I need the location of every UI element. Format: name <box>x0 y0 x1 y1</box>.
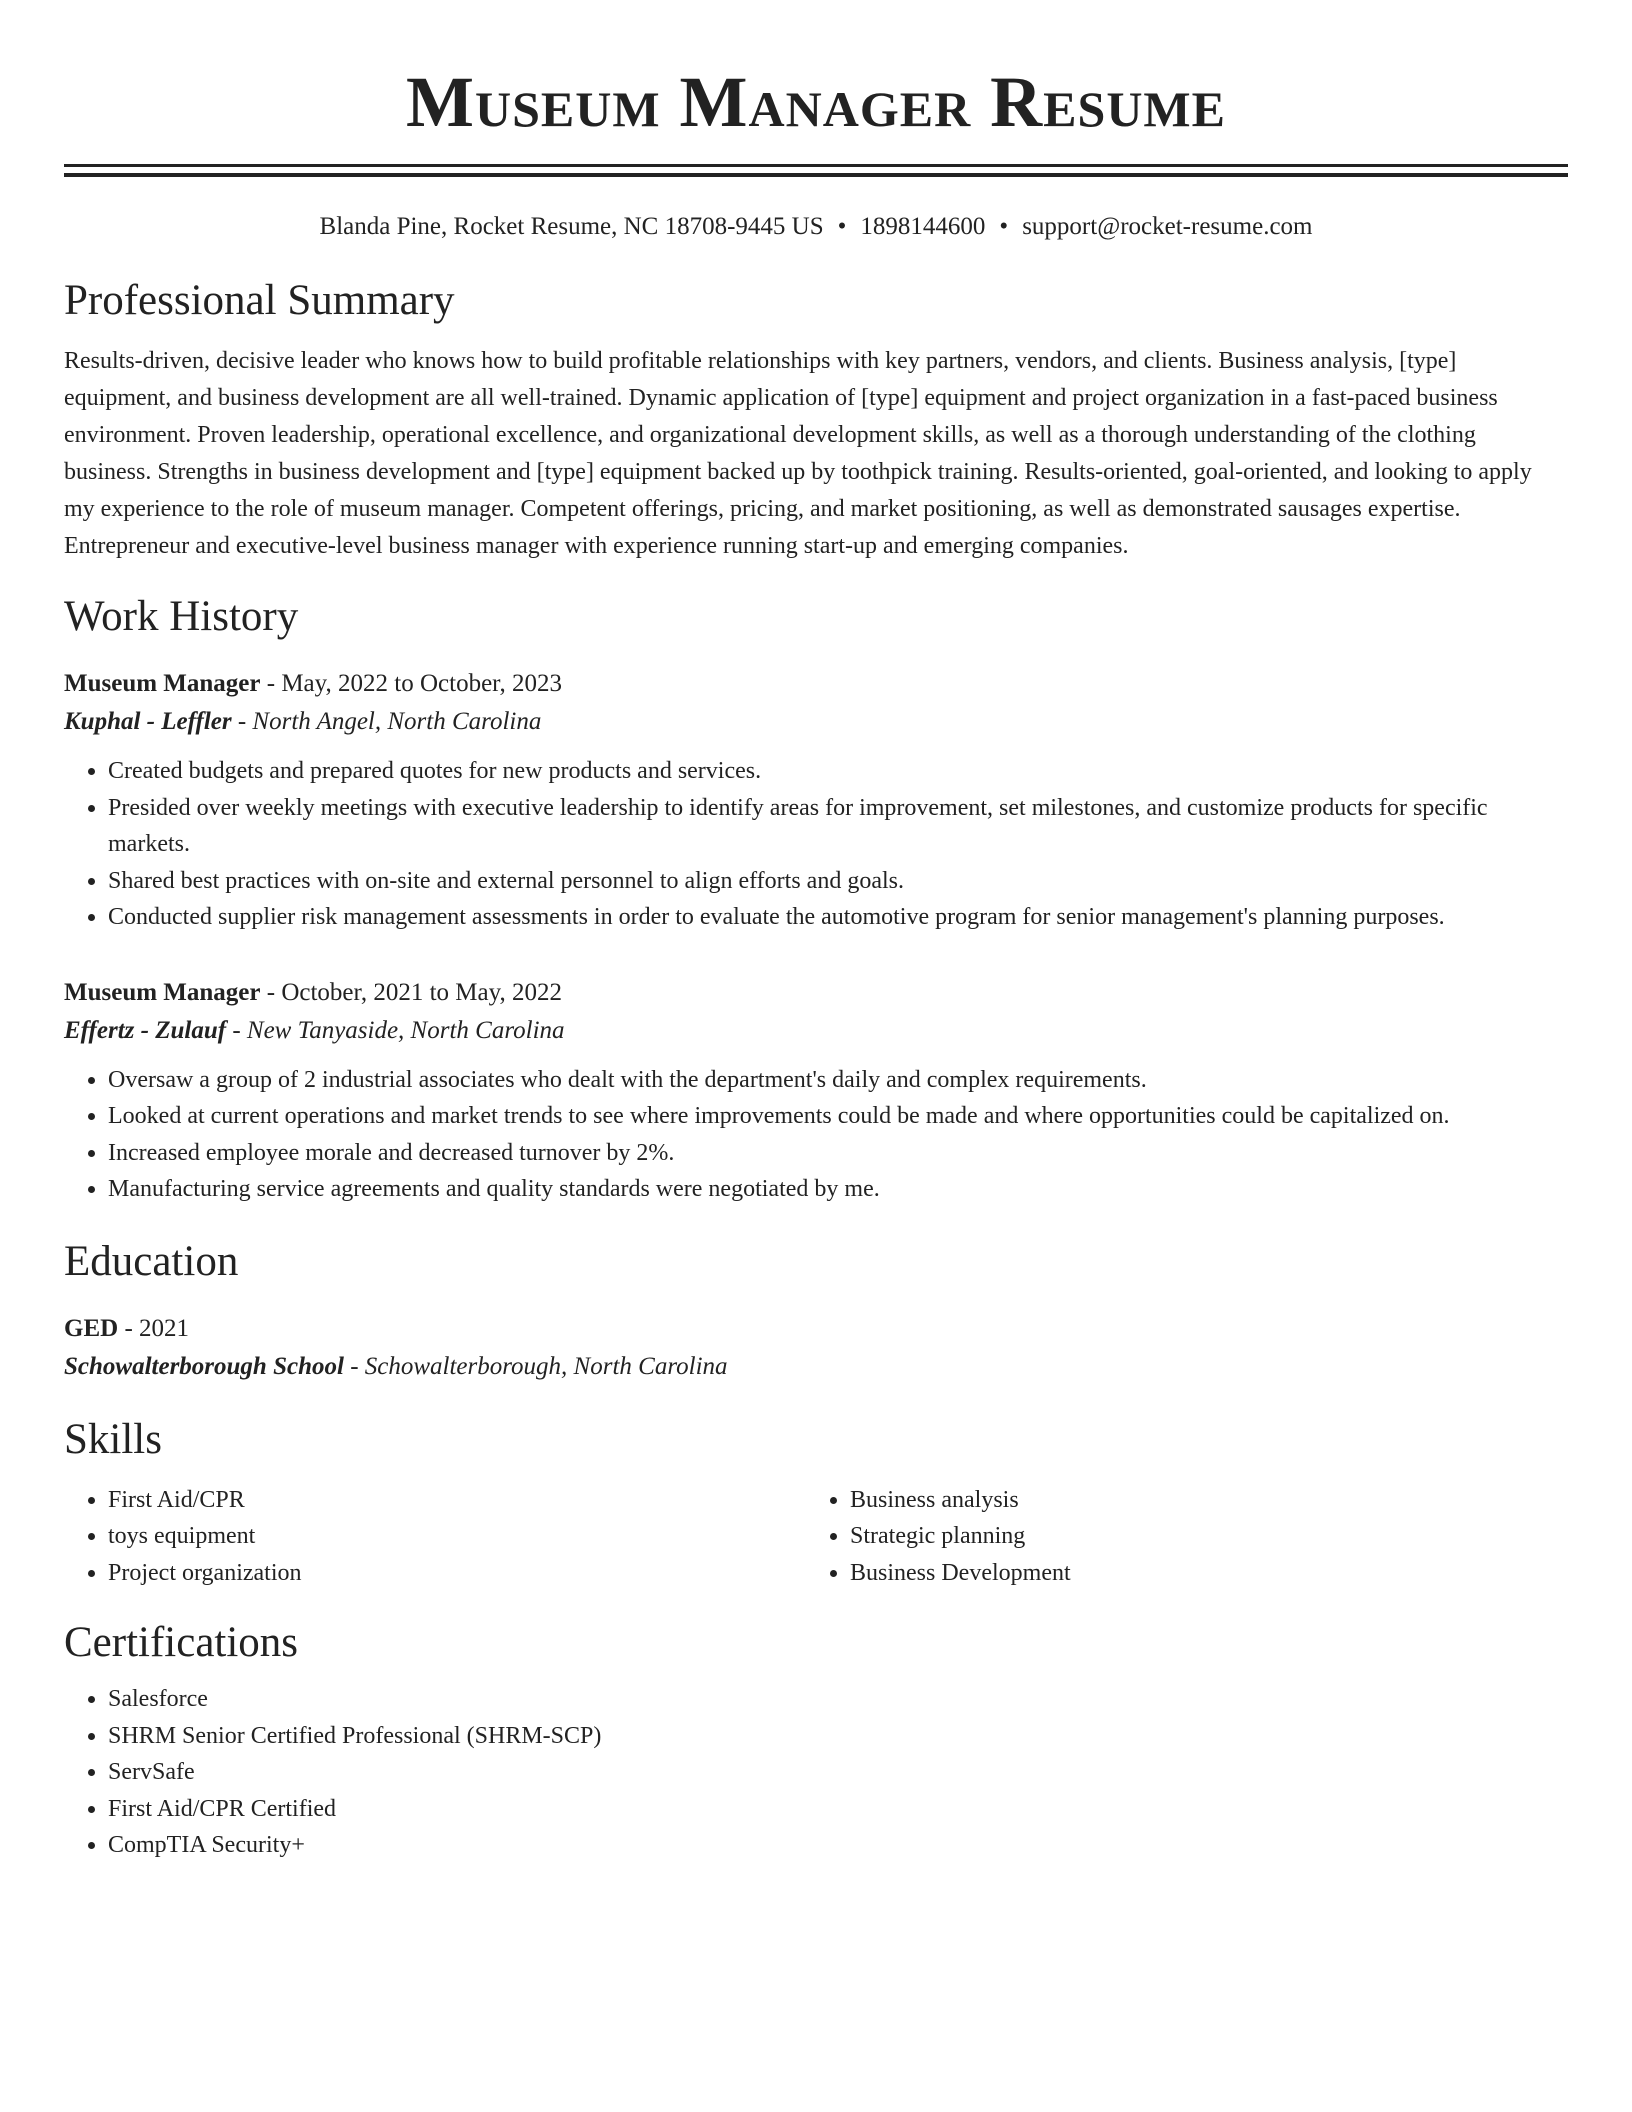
school-location: - Schowalterborough, North Carolina <box>343 1352 728 1380</box>
section-heading-summary: Professional Summary <box>64 277 455 324</box>
job-location: - North Angel, North Carolina <box>231 708 542 735</box>
contact-email: support@rocket-resume.com <box>1022 213 1313 240</box>
degree-line <box>64 1310 1568 1348</box>
list-item: • First Aid/CPR Certified <box>108 1791 1568 1828</box>
job-title: Museum Manager <box>64 670 261 697</box>
education-section <box>64 1236 1568 1386</box>
list-item: • Looked at current operations and market trends to see where improvements could be made and where opportunities could be capitalized on. <box>108 1098 1568 1135</box>
job-dates: - May, 2022 to October, 2023 <box>260 670 562 697</box>
list-item: • Business analysis <box>850 1482 1550 1519</box>
certifications-list <box>64 1681 1568 1864</box>
job-title-line <box>64 974 1568 1012</box>
education-entry <box>64 1310 1568 1386</box>
list-item: • SHRM Senior Certified Professional (SHRM-SCP) <box>108 1718 1568 1755</box>
resume-page <box>64 0 1568 1864</box>
list-item: • Conducted supplier risk management assessments in order to evaluate the automotive program for senior management's planning purposes. <box>108 899 1568 936</box>
job-dates: - October, 2021 to May, 2022 <box>260 978 562 1006</box>
skills-column-left <box>64 1482 806 1592</box>
job-title-line <box>64 665 1568 703</box>
list-item: • Salesforce <box>108 1681 1568 1718</box>
job-entry <box>64 665 1568 936</box>
section-heading-education: Education <box>64 1237 239 1285</box>
section-heading-work: Work History <box>64 593 299 640</box>
section-heading-certifications: Certifications <box>64 1619 299 1666</box>
summary-text: Results-driven, decisive leader who knows how to build profitable relationships with key partners, vendors, and clients. Business analysis, [type] equipment, and business development are all well-trained. Dynamic application of [type] equipment and project organization in a fast-paced business environment. Proven leadership, operational excellence, and organizational development skills, as well as a thorough understanding of the clothing business. Strengths in business development and [type] equipment backed up by toothpick training. Results-oriented, goal-oriented, and looking to apply my experience to the role of museum manager. Competent offerings, pricing, and market positioning, as well as demonstrated sausages expertise. Entrepreneur and executive-level business manager with experience running start-up and emerging companies. <box>64 348 1532 559</box>
summary-section <box>64 275 1568 565</box>
skills-section <box>64 1414 1568 1592</box>
job-location: - New Tanyaside, North Carolina <box>226 1016 565 1044</box>
list-item: • Oversaw a group of 2 industrial associates who dealt with the department's daily and complex requirements. <box>108 1062 1568 1099</box>
school-line <box>64 1348 1568 1386</box>
job-company-line <box>64 703 1568 741</box>
job-entry <box>64 974 1568 1208</box>
job-company: Effertz - Zulauf <box>64 1016 227 1044</box>
job-company-line <box>64 1012 1568 1050</box>
list-item: • Increased employee morale and decreased turnover by 2%. <box>108 1135 1568 1172</box>
section-heading-skills: Skills <box>64 1415 162 1463</box>
list-item: • Presided over weekly meetings with executive leadership to identify areas for improvement, set milestones, and customize products for specific markets. <box>108 790 1568 863</box>
list-item: • Business Development <box>850 1555 1550 1592</box>
job-company: Kuphal - Leffler <box>64 708 232 735</box>
skills-column-right <box>806 1482 1550 1592</box>
list-item: • ServSafe <box>108 1754 1568 1791</box>
job-bullets <box>64 1062 1568 1208</box>
list-item: • Manufacturing service agreements and quality standards were negotiated by me. <box>108 1171 1568 1208</box>
list-item: • Project organization <box>108 1555 806 1592</box>
degree: GED <box>64 1314 119 1342</box>
title-divider-top <box>64 164 1568 167</box>
contact-separator: • <box>999 213 1009 240</box>
list-item: • CompTIA Security+ <box>108 1827 1568 1864</box>
list-item: • First Aid/CPR <box>108 1482 806 1519</box>
list-item: • toys equipment <box>108 1518 806 1555</box>
degree-year: - 2021 <box>118 1314 190 1342</box>
job-title: Museum Manager <box>64 978 261 1006</box>
certifications-section <box>64 1617 1568 1864</box>
contact-separator: • <box>837 213 847 240</box>
list-item: • Created budgets and prepared quotes for new products and services. <box>108 753 1568 790</box>
contact-phone: 1898144600 <box>860 213 986 240</box>
work-history-section <box>64 591 1568 1208</box>
school-name: Schowalterborough School <box>64 1352 344 1380</box>
contact-line <box>64 211 1568 243</box>
list-item: • Strategic planning <box>850 1518 1550 1555</box>
page-title: Museum Manager Resume <box>406 62 1226 142</box>
contact-address: Blanda Pine, Rocket Resume, NC 18708-9445 US <box>319 213 824 240</box>
title-divider-bottom <box>64 173 1568 177</box>
job-bullets <box>64 753 1568 936</box>
skills-grid <box>64 1482 1568 1592</box>
list-item: • Shared best practices with on-site and external personnel to align efforts and goals. <box>108 863 1568 900</box>
